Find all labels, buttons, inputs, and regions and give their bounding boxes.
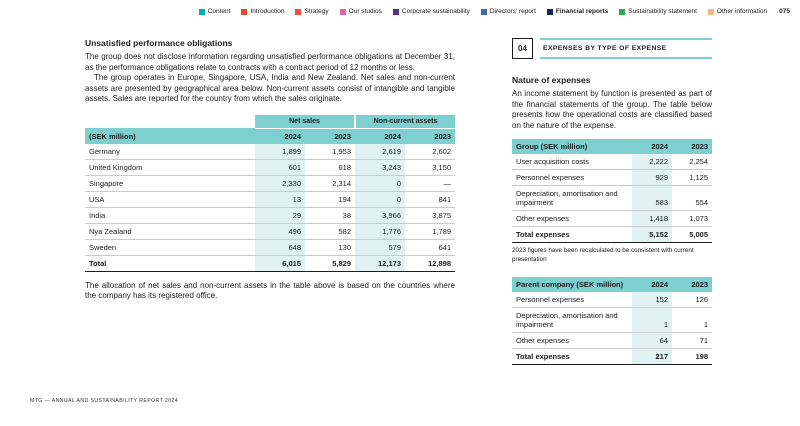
value-cell: 194 bbox=[305, 191, 355, 207]
value-cell: 5,005 bbox=[672, 227, 712, 243]
row-label: India bbox=[85, 207, 255, 223]
row-label: Personnel expenses bbox=[512, 292, 632, 308]
table-row bbox=[85, 207, 455, 223]
section-color-icon bbox=[295, 9, 301, 15]
value-cell: 198 bbox=[672, 349, 712, 365]
table-row bbox=[512, 170, 712, 186]
value-cell: 1,776 bbox=[355, 223, 405, 239]
value-cell: 841 bbox=[405, 191, 455, 207]
row-label: Depreciation, amortisation and impairment bbox=[512, 308, 632, 333]
row-label: Other expenses bbox=[512, 333, 632, 349]
value-cell: 38 bbox=[305, 207, 355, 223]
value-cell: 2,602 bbox=[405, 144, 455, 160]
value-cell: — bbox=[405, 175, 455, 191]
section-color-icon bbox=[393, 9, 399, 15]
table-header-row bbox=[512, 139, 712, 154]
table-row bbox=[512, 292, 712, 308]
value-cell: 1,899 bbox=[255, 144, 305, 160]
value-cell: 648 bbox=[255, 239, 305, 255]
nature-of-expenses-heading: Nature of expenses bbox=[512, 75, 591, 85]
value-cell: 12,173 bbox=[355, 255, 405, 271]
total-row bbox=[512, 227, 712, 243]
value-cell: 126 bbox=[672, 292, 712, 308]
value-cell: 3,875 bbox=[405, 207, 455, 223]
value-cell: 2,254 bbox=[672, 154, 712, 170]
value-cell: 2,314 bbox=[305, 175, 355, 191]
value-cell: 71 bbox=[672, 333, 712, 349]
value-cell: 3,966 bbox=[355, 207, 405, 223]
note-title-rule bbox=[540, 38, 712, 59]
row-label: User acquisition costs bbox=[512, 154, 632, 170]
table-row bbox=[85, 239, 455, 255]
table-footnote: 2023 figures have been recalculated to be consistent with current presentation bbox=[512, 247, 694, 263]
value-cell: 554 bbox=[672, 186, 712, 211]
year-header: 2024 bbox=[632, 277, 672, 292]
page-number: 075 bbox=[779, 8, 790, 15]
value-cell: 152 bbox=[632, 292, 672, 308]
row-label: Singapore bbox=[85, 175, 255, 191]
body-paragraph: The group does not disclose information regarding unsatisfied performance obligations at December 31, as the performance obligations relate to contracts with a contract period of 12 months or less. bbox=[85, 52, 455, 72]
table-row bbox=[512, 308, 712, 333]
value-cell: 3,243 bbox=[355, 159, 405, 175]
year-header: 2023 bbox=[405, 128, 455, 144]
row-label: Depreciation, amortisation and impairment bbox=[512, 186, 632, 211]
section-color-icon bbox=[199, 9, 205, 15]
value-cell: 0 bbox=[355, 191, 405, 207]
value-cell: 130 bbox=[305, 239, 355, 255]
note-title: EXPENSES BY TYPE OF EXPENSE bbox=[543, 45, 667, 52]
nav-item-corporate-sustainability[interactable]: Corporate sustainability bbox=[393, 9, 470, 16]
nav-item-directors-report[interactable]: Directors' report bbox=[481, 9, 536, 16]
table-row bbox=[512, 211, 712, 227]
table-row bbox=[85, 159, 455, 175]
nav-item-our-studios[interactable]: Our studios bbox=[340, 9, 382, 16]
total-row bbox=[85, 255, 455, 271]
body-paragraph: An income statement by function is presented as part of the financial statements of the group. The table below presents how the operational costs are classified based on the nature of the expense. bbox=[512, 89, 712, 130]
value-cell: 601 bbox=[255, 159, 305, 175]
nav-item-sustainability-statement[interactable]: Sustainability statement bbox=[619, 9, 697, 16]
spacer-cell bbox=[85, 115, 255, 129]
table-row bbox=[85, 175, 455, 191]
value-cell: 1 bbox=[632, 308, 672, 333]
value-cell: 64 bbox=[632, 333, 672, 349]
table-row bbox=[512, 186, 712, 211]
table-row bbox=[85, 223, 455, 239]
nav-item-strategy[interactable]: Strategy bbox=[295, 9, 328, 16]
value-cell: 496 bbox=[255, 223, 305, 239]
value-cell: 583 bbox=[632, 186, 672, 211]
value-cell: 929 bbox=[632, 170, 672, 186]
year-header: 2024 bbox=[632, 139, 672, 154]
top-nav bbox=[0, 9, 790, 16]
right-column bbox=[512, 38, 712, 365]
row-label: United Kingdom bbox=[85, 159, 255, 175]
footer-report-title: MTG — ANNUAL AND SUSTAINABILITY REPORT 2024 bbox=[30, 398, 179, 404]
parent-company-expenses-table bbox=[512, 277, 712, 365]
value-cell: 1,073 bbox=[672, 211, 712, 227]
row-label: Sweden bbox=[85, 239, 255, 255]
table-row bbox=[512, 154, 712, 170]
value-cell: 13 bbox=[255, 191, 305, 207]
row-label: Other expenses bbox=[512, 211, 632, 227]
value-cell: 2,619 bbox=[355, 144, 405, 160]
section-color-icon bbox=[241, 9, 247, 15]
value-cell: 1,953 bbox=[305, 144, 355, 160]
row-label: USA bbox=[85, 191, 255, 207]
section-color-icon bbox=[619, 9, 625, 15]
value-cell: 1,789 bbox=[405, 223, 455, 239]
net-sales-non-current-assets-table bbox=[85, 115, 455, 272]
year-header: 2023 bbox=[672, 277, 712, 292]
table-title-cell: Group (SEK million) bbox=[512, 139, 632, 154]
year-header: 2023 bbox=[672, 139, 712, 154]
section-color-icon bbox=[708, 9, 714, 15]
body-paragraph: The allocation of net sales and non-current assets in the table above is based on the countries where the company has its registered office. bbox=[85, 280, 455, 301]
non-current-assets-group-header: Non-current assets bbox=[355, 115, 455, 129]
value-cell: 5,829 bbox=[305, 255, 355, 271]
unsatisfied-performance-obligations-heading: Unsatisfied performance obligations bbox=[85, 38, 233, 48]
value-cell: 579 bbox=[355, 239, 405, 255]
table-row bbox=[85, 191, 455, 207]
value-cell: 1,418 bbox=[632, 211, 672, 227]
page-content bbox=[85, 38, 712, 365]
value-cell: 2,330 bbox=[255, 175, 305, 191]
value-cell: 1 bbox=[672, 308, 712, 333]
row-label: Personnel expenses bbox=[512, 170, 632, 186]
value-cell: 6,015 bbox=[255, 255, 305, 271]
value-cell: 12,898 bbox=[405, 255, 455, 271]
value-cell: 641 bbox=[405, 239, 455, 255]
row-label: Total bbox=[85, 255, 255, 271]
year-header: 2024 bbox=[255, 128, 305, 144]
nav-item-other-information[interactable]: Other information bbox=[708, 9, 767, 16]
nav-item-introduction[interactable]: Introduction bbox=[241, 9, 284, 16]
table-row bbox=[85, 144, 455, 160]
row-label: Total expenses bbox=[512, 349, 632, 365]
group-expenses-table bbox=[512, 139, 712, 243]
value-cell: 2,222 bbox=[632, 154, 672, 170]
year-header-row bbox=[85, 128, 455, 144]
left-column bbox=[85, 38, 455, 302]
year-header: 2024 bbox=[355, 128, 405, 144]
table-header-row bbox=[512, 277, 712, 292]
value-cell: 1,125 bbox=[672, 170, 712, 186]
value-cell: 618 bbox=[305, 159, 355, 175]
row-label: Germany bbox=[85, 144, 255, 160]
nav-item-content[interactable]: Content bbox=[199, 9, 231, 16]
value-cell: 0 bbox=[355, 175, 405, 191]
note-header bbox=[512, 38, 712, 59]
total-row bbox=[512, 349, 712, 365]
body-paragraph: The group operates in Europe, Singapore, USA, India and New Zealand. Net sales and non-current assets are presented by geographical area below. Non-current assets consist of intangible and tangible assets. Sales are reported for the country from which the sales originate. bbox=[85, 73, 455, 104]
table-row bbox=[512, 333, 712, 349]
nav-item-financial-reports[interactable]: Financial reports bbox=[547, 9, 608, 16]
value-cell: 582 bbox=[305, 223, 355, 239]
row-label: Nya Zealand bbox=[85, 223, 255, 239]
value-cell: 5,152 bbox=[632, 227, 672, 243]
unit-label: (SEK million) bbox=[85, 128, 255, 144]
section-color-icon bbox=[547, 9, 553, 15]
table-title-cell: Parent company (SEK million) bbox=[512, 277, 632, 292]
net-sales-group-header: Net sales bbox=[255, 115, 355, 129]
section-color-icon bbox=[340, 9, 346, 15]
year-header: 2023 bbox=[305, 128, 355, 144]
section-color-icon bbox=[481, 9, 487, 15]
value-cell: 29 bbox=[255, 207, 305, 223]
row-label: Total expenses bbox=[512, 227, 632, 243]
group-header-row bbox=[85, 115, 455, 129]
note-number-badge: 04 bbox=[512, 38, 533, 59]
value-cell: 217 bbox=[632, 349, 672, 365]
value-cell: 3,150 bbox=[405, 159, 455, 175]
